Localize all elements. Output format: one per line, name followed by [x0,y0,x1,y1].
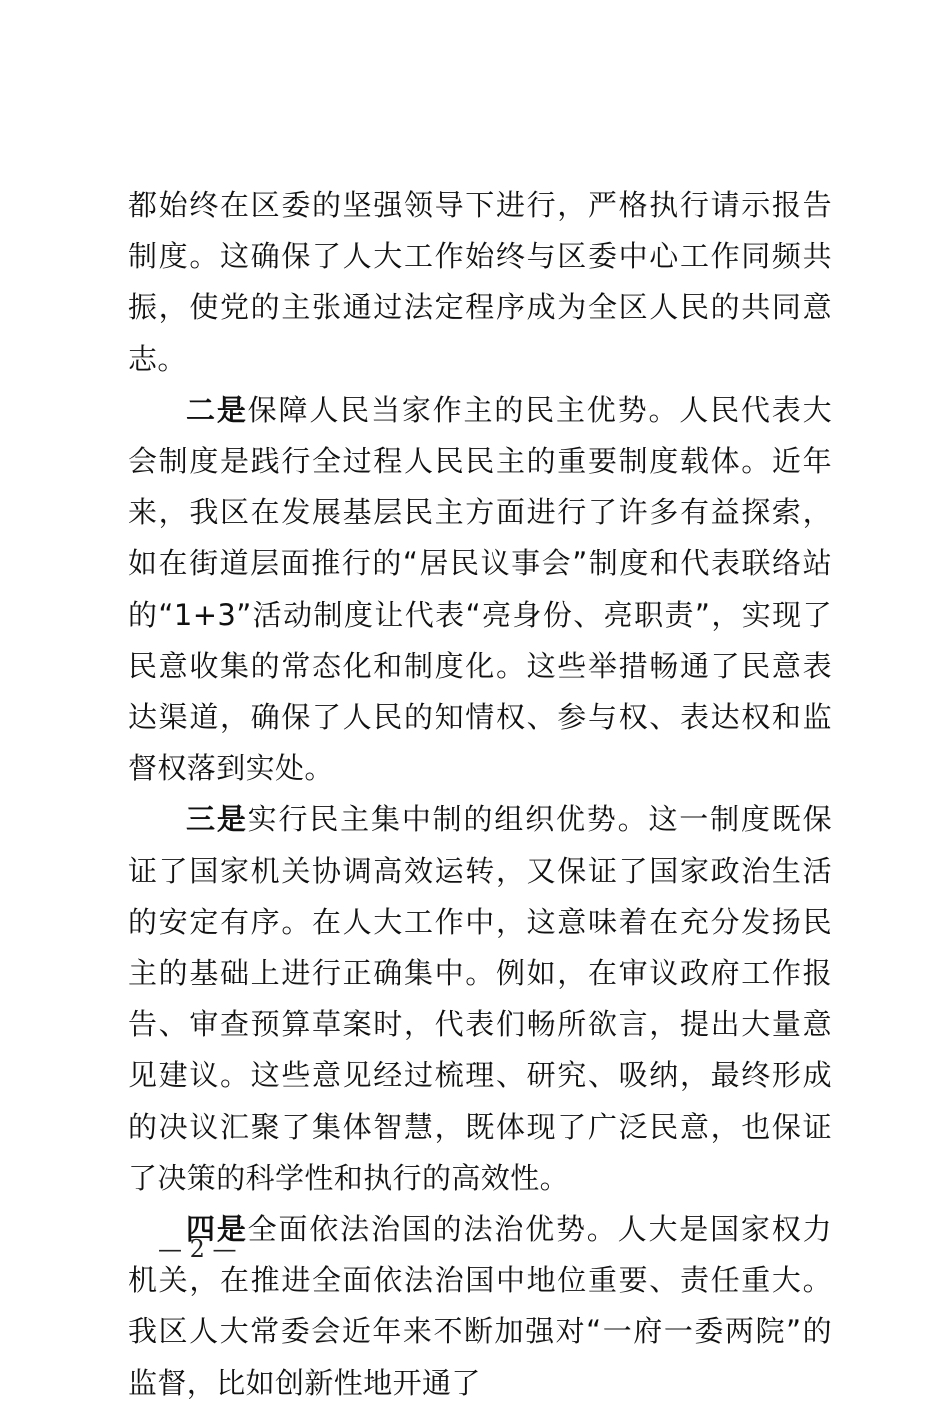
paragraph-1-text: 都始终在区委的坚强领导下进行，严格执行请示报告制度。这确保了人大工作始终与区委中心工作同频共振，使党的主张通过法定程序成为全区人民的共同意志。 [128,188,832,376]
paragraph-continuation [128,180,832,385]
paragraph-2-lead: 二是 [186,392,248,427]
paragraph-point-three [128,794,832,1204]
paragraph-4-text: 全面依法治国的法治优势。人大是国家权力机关，在推进全面依法治国中地位重要、责任重大。我区人大常委会近年来不断加强对“一府一委两院”的监督，比如创新性地开通了 [128,1212,832,1400]
paragraph-3-text: 实行民主集中制的组织优势。这一制度既保证了国家机关协调高效运转，又保证了国家政治生活的安定有序。在人大工作中，这意味着在充分发扬民主的基础上进行正确集中。例如，在审议政府工作报告、审查预算草案时，代表们畅所欲言，提出大量意见建议。这些意见经过梳理、研究、吸纳，最终形成的决议汇聚了集体智慧，既体现了广泛民意，也保证了决策的科学性和执行的高效性。 [128,802,832,1195]
paragraph-2-text: 保障人民当家作主的民主优势。人民代表大会制度是践行全过程人民民主的重要制度载体。近年来，我区在发展基层民主方面进行了许多有益探索，如在街道层面推行的“居民议事会”制度和代表联络站的“1+3”活动制度让代表“亮身份、亮职责”，实现了民意收集的常态化和制度化。这些举措畅通了民意表达渠道，确保了人民的知情权、参与权、表达权和监督权落到实处。 [128,392,832,786]
paragraph-4-lead: 四是 [186,1212,248,1247]
body-text [128,180,832,1409]
paragraph-3-lead: 三是 [186,802,248,837]
paragraph-point-two [128,385,832,795]
page-number: — 2 — [158,1235,237,1263]
